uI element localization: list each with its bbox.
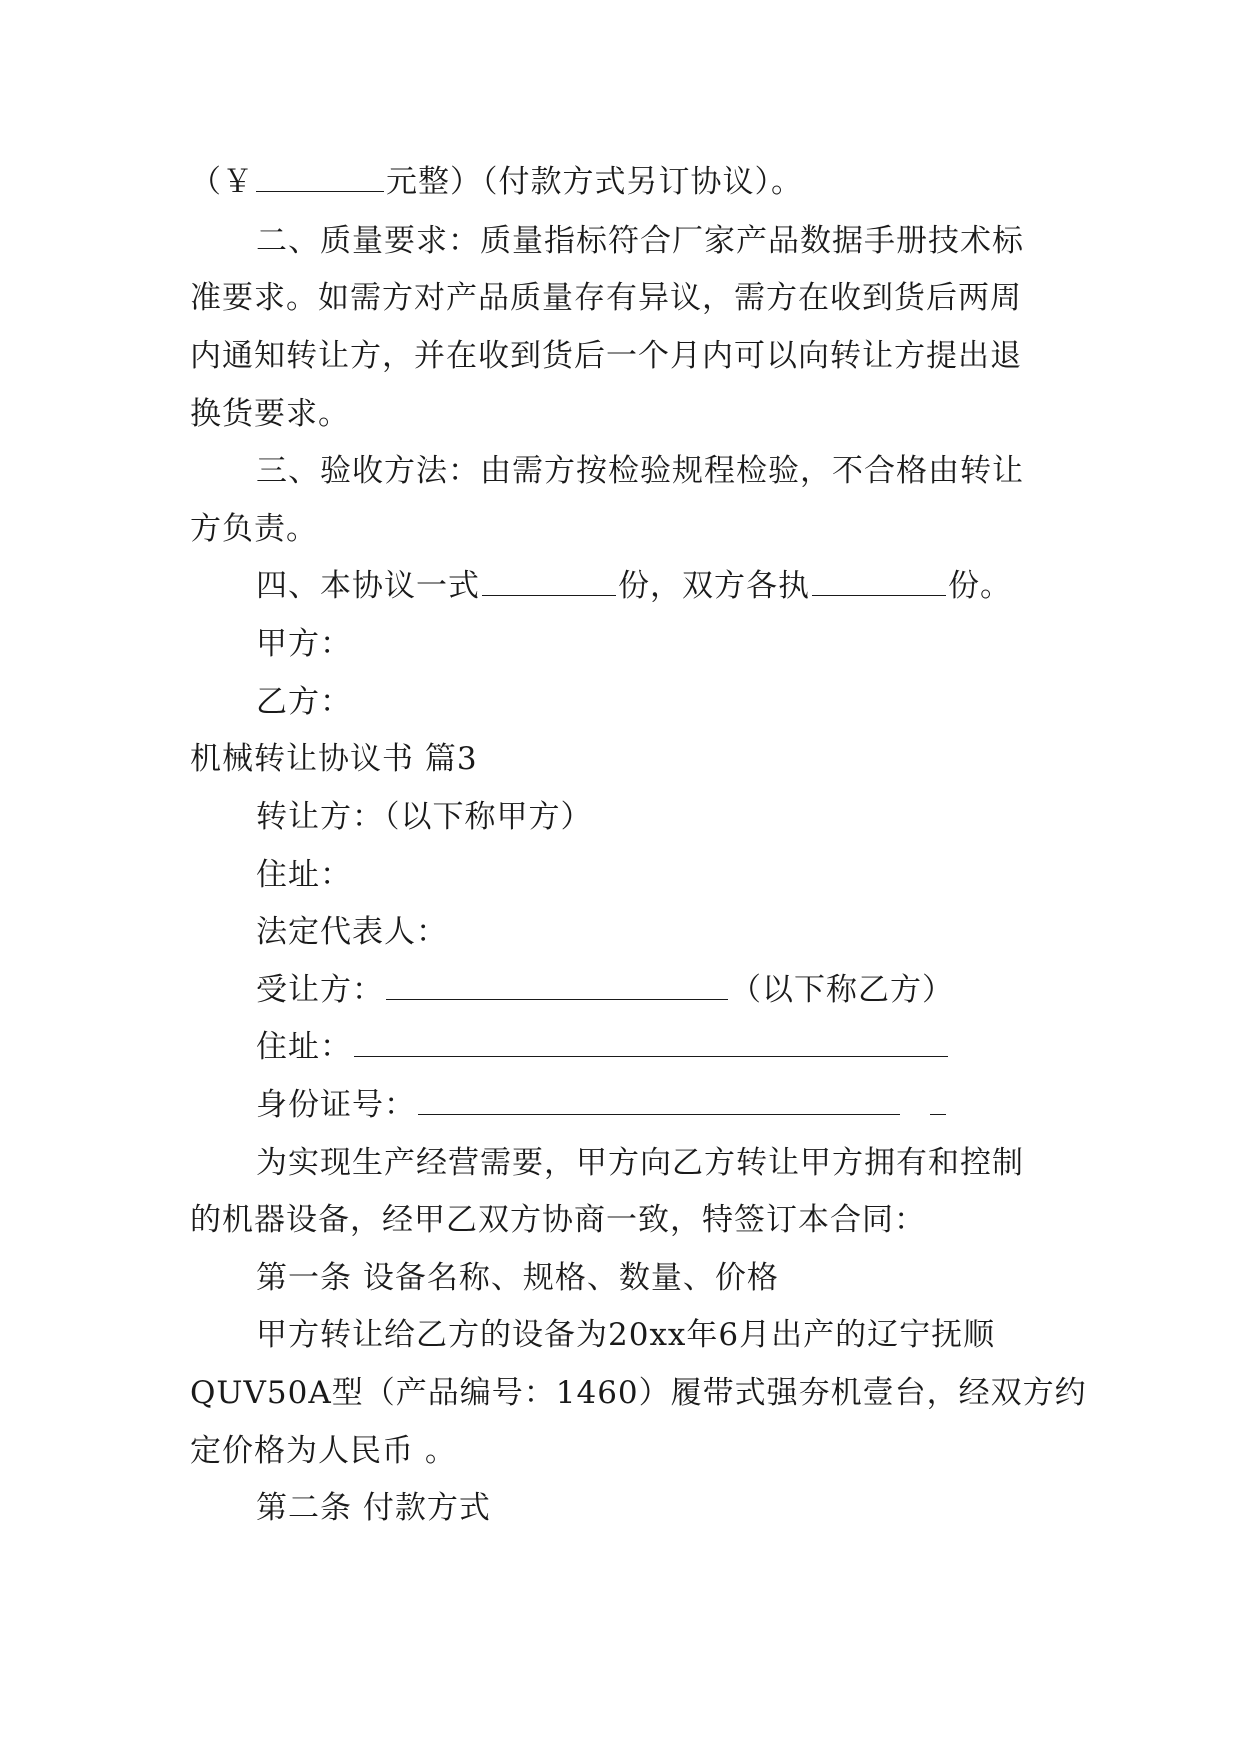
transferee-line: [256, 970, 954, 1010]
transferee-blank: [386, 971, 728, 1000]
article-1-heading: 第一条 设备名称、规格、数量、价格: [256, 1260, 779, 1296]
text-segment: 住址：: [256, 1029, 352, 1065]
paragraph-line: 为实现生产经营需要，甲方向乙方转让甲方拥有和控制: [256, 1145, 1024, 1181]
address-line: 住址：: [256, 857, 352, 893]
text-segment: （以下称乙方）: [730, 972, 954, 1008]
text-segment: 份。: [948, 568, 1012, 604]
text-segment: 元整）（付款方式另订协议）。: [386, 164, 803, 200]
paragraph-line: 三、验收方法：由需方按检验规程检验，不合格由转让: [256, 453, 1024, 489]
copies-each-blank: [812, 567, 946, 596]
section-heading: 机械转让协议书 篇3: [190, 741, 478, 777]
id-number-blank: [418, 1086, 900, 1115]
paragraph-line: 定价格为人民币 。: [190, 1433, 457, 1469]
text-segment: 四、本协议一式: [256, 568, 480, 604]
article-2-heading: 第二条 付款方式: [256, 1490, 491, 1526]
paragraph-line: 换货要求。: [190, 396, 350, 432]
paragraph-line: 二、质量要求：质量指标符合厂家产品数据手册技术标: [256, 223, 1024, 259]
text-segment: 份，双方各执: [618, 568, 810, 604]
paragraph-line: 方负责。: [190, 511, 318, 547]
paragraph-line: 的机器设备，经甲乙双方协商一致，特签订本合同：: [190, 1202, 926, 1238]
paragraph-line: 准要求。如需方对产品质量存有异议，需方在收到货后两周: [190, 280, 1022, 316]
legal-rep-line: 法定代表人：: [256, 914, 448, 950]
text-segment: 受让方：: [256, 972, 384, 1008]
text-segment: （￥: [190, 164, 254, 200]
id-number-line: [256, 1085, 948, 1125]
transferor-line: 转让方：（以下称甲方）: [256, 799, 593, 835]
copies-total-blank: [482, 567, 616, 596]
paragraph-line: 甲方转让给乙方的设备为20xx年6月出产的辽宁抚顺: [256, 1317, 996, 1353]
party-a-label: 甲方：: [256, 626, 352, 662]
paragraph-line: 内通知转让方，并在收到货后一个月内可以向转让方提出退: [190, 338, 1022, 374]
payment-amount-line: [190, 162, 803, 202]
text-segment: 身份证号：: [256, 1087, 416, 1123]
paragraph-line: QUV50A型（产品编号：1460）履带式强夯机壹台，经双方约: [190, 1375, 1087, 1411]
id-number-blank-tail: [930, 1086, 946, 1115]
address-line-2: [256, 1027, 950, 1067]
copies-line: [256, 566, 1012, 606]
address-blank: [354, 1028, 948, 1057]
party-b-label: 乙方：: [256, 684, 352, 720]
amount-blank: [256, 163, 384, 192]
